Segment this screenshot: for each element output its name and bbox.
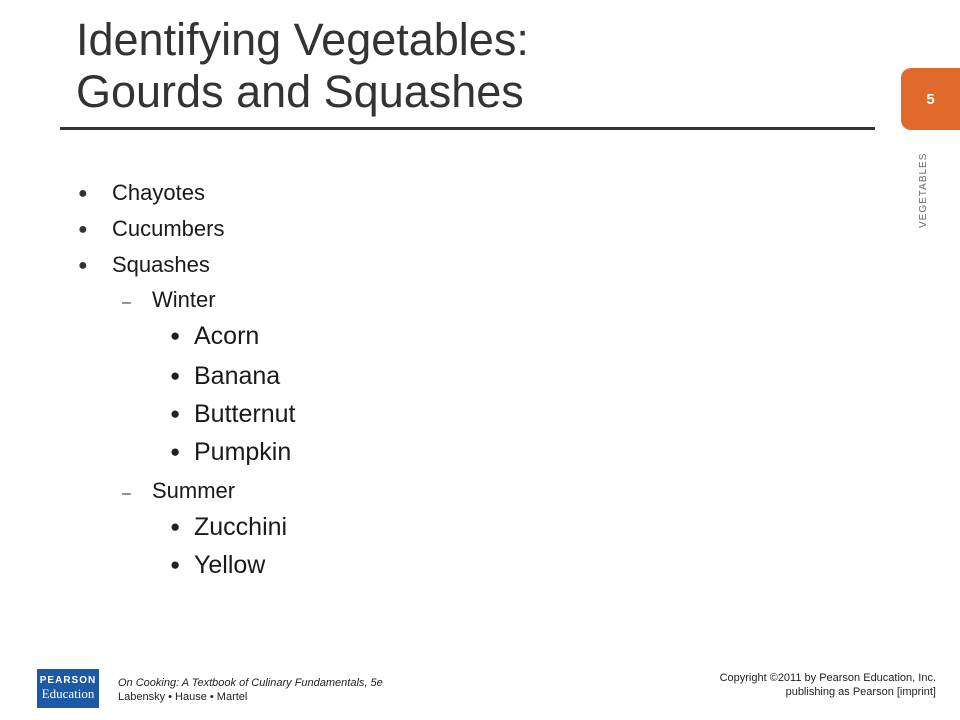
copyright-line-2: publishing as Pearson [imprint]	[785, 686, 936, 698]
list-item	[170, 322, 259, 351]
book-authors: Labensky • Hause • Martel	[118, 691, 248, 703]
list-item-label: Chayotes	[112, 180, 205, 205]
sub-list-item-label: Winter	[152, 287, 216, 312]
list-item	[78, 180, 205, 206]
bullet-icon: ●	[170, 404, 181, 423]
bullet-icon: ●	[78, 185, 88, 202]
dash-icon: –	[122, 294, 131, 311]
bullet-icon: ●	[78, 257, 88, 274]
logo-line-2: Education	[41, 686, 95, 701]
page-number: 5	[926, 90, 935, 108]
sub-list-item-winter	[122, 287, 216, 313]
book-title: On Cooking: A Textbook of Culinary Fundamentals, 5e	[118, 677, 383, 689]
list-item-label: Pumpkin	[194, 438, 292, 466]
list-item	[170, 400, 295, 429]
bullet-icon: ●	[170, 442, 181, 461]
list-item	[170, 362, 280, 391]
chapter-side-label: VEGETABLES	[918, 152, 929, 228]
list-item-label: Banana	[194, 362, 281, 390]
list-item-label: Zucchini	[194, 513, 288, 541]
list-item-label: Acorn	[194, 322, 260, 350]
bullet-icon: ●	[78, 221, 88, 238]
copyright-notice	[720, 671, 936, 699]
list-item	[170, 438, 291, 467]
list-item-label: Yellow	[194, 551, 266, 579]
page-number-tab	[901, 68, 960, 130]
bullet-icon: ●	[170, 555, 181, 574]
bullet-icon: ●	[170, 517, 181, 536]
list-item	[170, 551, 265, 580]
dash-icon: –	[122, 485, 131, 502]
sub-list-item-summer	[122, 478, 235, 504]
slide-title-line-2: Gourds and Squashes	[76, 66, 524, 117]
list-item-label: Squashes	[112, 252, 210, 277]
copyright-line-1: Copyright ©2011 by Pearson Education, Inc.	[719, 672, 936, 684]
slide-title-line-1: Identifying Vegetables:	[76, 14, 529, 65]
list-item	[170, 513, 287, 542]
list-item	[78, 216, 224, 242]
logo-line-1: PEARSON	[39, 675, 97, 686]
slide-title	[76, 14, 856, 118]
pearson-logo	[37, 669, 99, 708]
bullet-icon: ●	[170, 326, 181, 345]
sub-list-item-label: Summer	[152, 478, 236, 503]
bullet-icon: ●	[170, 366, 181, 385]
list-item-label: Butternut	[194, 400, 296, 428]
list-item-label: Cucumbers	[112, 216, 225, 241]
title-divider	[60, 127, 875, 130]
book-citation	[118, 676, 383, 704]
list-item	[78, 252, 210, 278]
